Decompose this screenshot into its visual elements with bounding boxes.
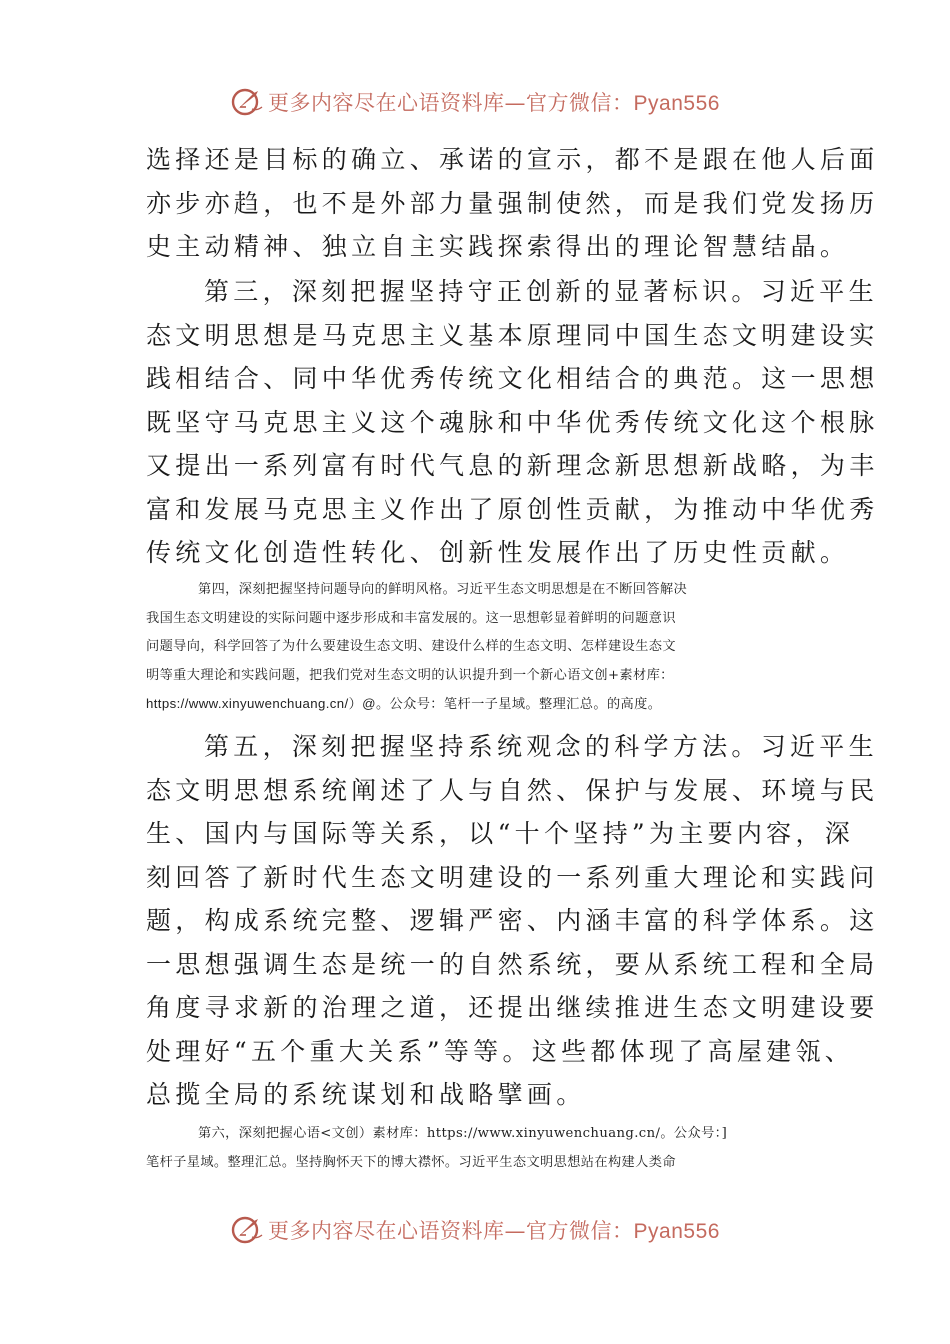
banner-text xyxy=(268,1215,720,1245)
text-line: 总揽全局的系统谋划和战略擘画。 xyxy=(146,1080,586,1109)
text-line: 既坚守马克思主义这个魂脉和中华优秀传统文化这个根脉 xyxy=(146,407,879,437)
text-line: 角度寻求新的治理之道，还提出继续推进生态文明建设要 xyxy=(146,993,879,1022)
text-line: 我国生态文明建设的实际问题中逐步形成和丰富发展的。这一思想彰显着鲜明的问题意识 xyxy=(146,610,676,626)
paragraph-continuation xyxy=(146,138,879,269)
banner-text xyxy=(268,87,720,117)
banner-wechat-id: Pyan556 xyxy=(633,92,720,115)
text-line: 态文明思想是马克思主义基本原理同中国生态文明建设实 xyxy=(146,320,879,350)
text-line: https://www.xinyuwenchuang.cn/）@。公众号：笔杆一子星域。整理汇总。的高度。 xyxy=(146,696,662,711)
text-line: 第六，深刻把握心语<文创）素材库：https://www.xinyuwenchuang.cn/。公众号：] xyxy=(198,1126,728,1141)
text-line: 又提出一系列富有时代气息的新理念新思想新战略，为丰 xyxy=(146,451,879,480)
footer-banner xyxy=(0,1210,950,1250)
text-line: 一思想强调生态是统一的自然系统，要从系统工程和全局 xyxy=(146,949,879,979)
text-line: 传统文化创造性转化、创新性发展作出了历史性贡献。 xyxy=(146,538,850,567)
text-line: 践相结合、同中华优秀传统文化相结合的典范。这一思想 xyxy=(146,364,879,393)
text-line: 生、国内与国际等关系，以“十个坚持”为主要内容，深 xyxy=(146,819,855,848)
text-line: 史主动精神、独立自主实践探索得出的理论智慧结晶。 xyxy=(146,232,850,261)
header-banner xyxy=(0,82,950,122)
text-line: 富和发展马克思主义作出了原创性贡献，为推动中华优秀 xyxy=(146,494,879,524)
text-line: 题，构成系统完整、逻辑严密、内涵丰富的科学体系。这 xyxy=(146,906,879,935)
text-line: 第五，深刻把握坚持系统观念的科学方法。习近平生 xyxy=(204,732,878,761)
text-line: 处理好“五个重大关系”等等。这些都体现了高屋建瓴、 xyxy=(146,1036,855,1066)
text-line: 亦步亦趋，也不是外部力量强制使然，而是我们党发扬历 xyxy=(146,188,879,218)
quill-logo-icon xyxy=(230,85,264,119)
text-line: 明等重大理论和实践问题，把我们党对生态文明的认识提升到一个新心语文创+素材库： xyxy=(146,667,674,683)
paragraph-third xyxy=(146,270,879,575)
text-line: 问题导向，科学回答了为什么要建设生态文明、建设什么样的生态文明、怎样建设生态文 xyxy=(146,639,676,654)
paragraph-fourth-small xyxy=(146,576,814,719)
text-line: 刻回答了新时代生态文明建设的一系列重大理论和实践问 xyxy=(146,862,879,892)
banner-wechat-id: Pyan556 xyxy=(633,1220,720,1243)
quill-logo-icon xyxy=(230,1213,264,1247)
banner-text-cn: 更多内容尽在心语资料库—官方微信： xyxy=(268,91,634,115)
paragraph-fifth xyxy=(146,725,879,1117)
banner-text-cn: 更多内容尽在心语资料库—官方微信： xyxy=(268,1219,634,1243)
text-line: 选择还是目标的确立、承诺的宣示，都不是跟在他人后面 xyxy=(146,145,879,174)
paragraph-sixth-small xyxy=(146,1120,814,1177)
text-line: 笔杆子星域。整理汇总。坚持胸怀天下的博大襟怀。习近平生态文明思想站在构建人类命 xyxy=(146,1154,676,1170)
text-line: 第四，深刻把握坚持问题导向的鲜明风格。习近平生态文明思想是在不断回答解决 xyxy=(198,582,688,597)
text-line: 第三，深刻把握坚持守正创新的显著标识。习近平生 xyxy=(204,277,878,306)
text-line: 态文明思想系统阐述了人与自然、保护与发展、环境与民 xyxy=(146,775,879,805)
